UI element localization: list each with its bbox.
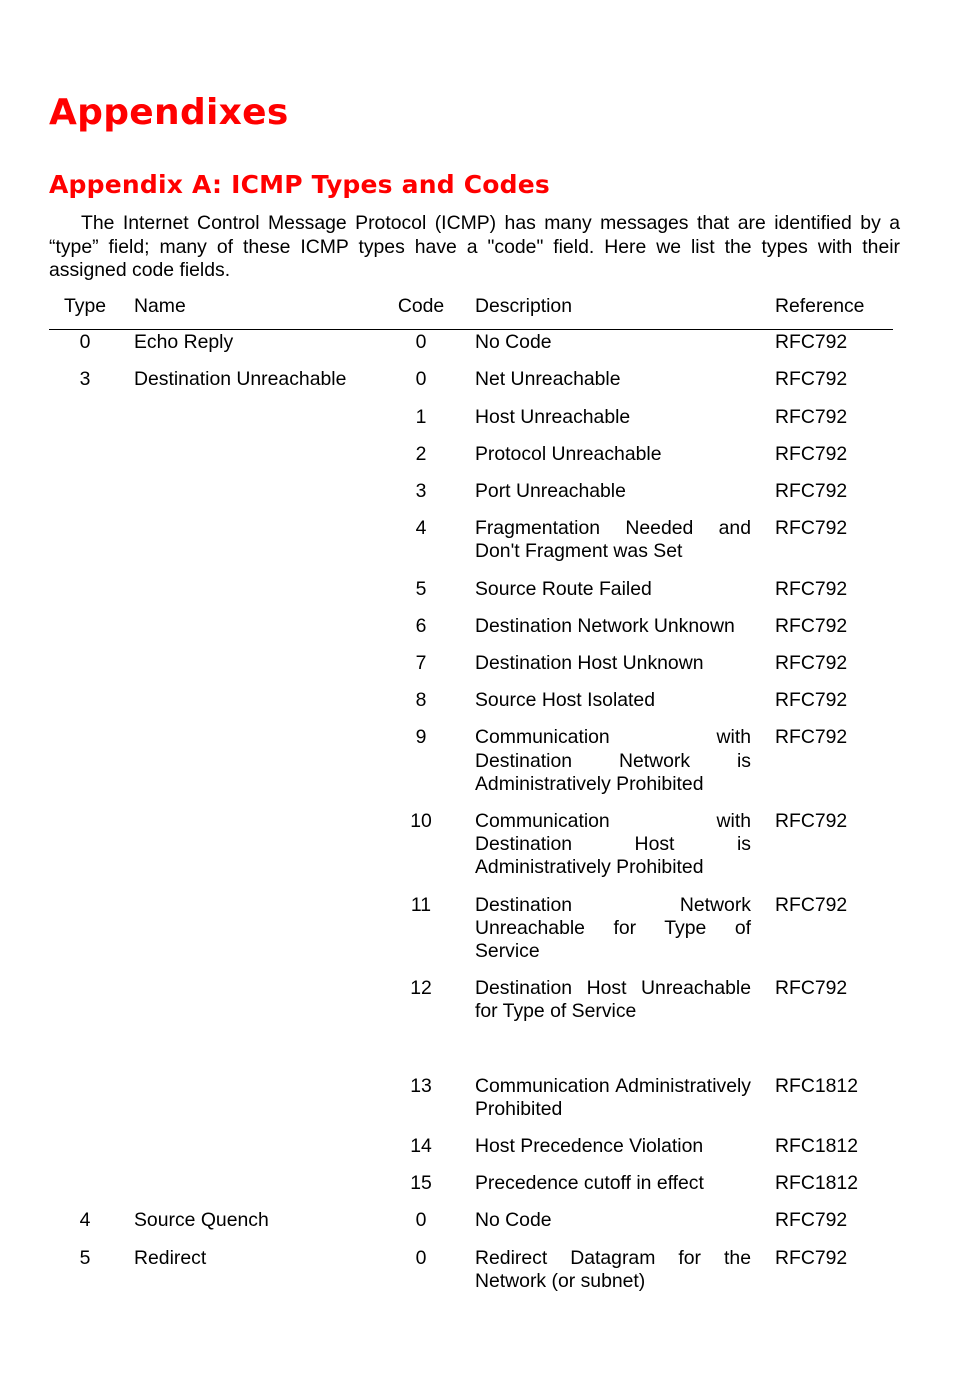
cell-description: Net Unreachable [475,368,621,391]
cell-code: 8 [415,689,427,712]
cell-name [121,406,367,443]
cell-reference: RFC792 [775,893,848,916]
cell-code: 14 [410,1135,432,1158]
cell-description: Communication Administratively Prohibited [475,1074,751,1120]
cell-code: 1 [415,405,427,428]
table-body [49,330,893,1307]
cell-code: 0 [415,1246,427,1269]
cell-description: Destination Host Unknown [475,652,704,675]
cell-description: Destination Host Unreachable for Type of Service [475,977,751,1023]
cell-description: Source Host Isolated [475,689,655,712]
cell-description: No Code [475,1209,552,1232]
cell-reference: RFC792 [775,577,848,600]
cell-description: Destination Network Unreachable for Type of Service [475,893,751,963]
cell-reference: RFC792 [775,442,848,465]
cell-reference: RFC1812 [775,1172,858,1195]
cell-code: 3 [415,480,427,503]
table-row [49,1075,893,1135]
cell-type [49,615,121,652]
header-reference: Reference [775,292,893,330]
cell-type [49,406,121,443]
cell-code: 11 [410,893,432,916]
cell-type [49,894,121,978]
cell-reference: RFC792 [775,977,848,1000]
cell-type [49,578,121,615]
table-row [49,894,893,978]
cell-name [121,810,367,894]
cell-type [49,1075,121,1135]
cell-reference: RFC792 [775,810,848,833]
cell-reference: RFC792 [775,517,848,540]
cell-code: 4 [415,517,427,540]
table-row [49,517,893,577]
cell-type [49,517,121,577]
cell-type [49,480,121,517]
cell-code: 13 [410,1074,432,1097]
table-row [49,689,893,726]
cell-name [121,1075,367,1135]
table-row [49,1209,893,1246]
cell-reference: RFC792 [775,405,848,428]
table-row [49,1247,893,1307]
section-title: Appendix A: ICMP Types and Codes [49,170,550,199]
cell-name: Redirect [134,1246,207,1269]
cell-reference: RFC792 [775,1246,848,1269]
cell-type [49,810,121,894]
page-heading: Appendixes [49,92,289,133]
cell-type [49,689,121,726]
cell-code: 7 [415,652,427,675]
cell-description: Protocol Unreachable [475,442,662,465]
cell-type [49,1135,121,1172]
table-row [49,443,893,480]
cell-description: Fragmentation Needed and Don't Fragment was Set [475,517,751,563]
table-row [49,406,893,443]
cell-reference: RFC792 [775,480,848,503]
table-row [49,368,893,405]
table-row [49,1172,893,1209]
icmp-types-table [49,292,893,1307]
table-row [49,480,893,517]
cell-name [121,689,367,726]
header-name: Name [121,292,367,330]
cell-name: Source Quench [134,1209,269,1232]
cell-type: 0 [79,331,91,354]
cell-code: 9 [415,726,427,749]
table-row [49,652,893,689]
cell-code: 15 [410,1172,432,1195]
cell-name [121,1135,367,1172]
header-type: Type [49,292,121,330]
cell-reference: RFC792 [775,689,848,712]
cell-description: Destination Network Unknown [475,614,735,637]
cell-description: Communication with Destination Host is Administratively Prohibited [475,810,751,879]
cell-code: 10 [410,810,432,833]
cell-type: 3 [79,368,91,391]
cell-reference: RFC792 [775,368,848,391]
table-row [49,810,893,894]
cell-code: 6 [415,614,427,637]
table-row [49,1135,893,1172]
cell-reference: RFC792 [775,331,848,354]
cell-description: Redirect Datagram for the Network (or subnet) [475,1246,751,1292]
cell-name [121,578,367,615]
table-row [49,977,893,1074]
table-row [49,726,893,810]
cell-code: 0 [415,1209,427,1232]
cell-name [121,977,367,1074]
cell-name [121,726,367,810]
cell-name [121,652,367,689]
cell-reference: RFC792 [775,726,848,749]
cell-description: Host Precedence Violation [475,1135,704,1158]
intro-paragraph: The Internet Control Message Protocol (ICMP) has many messages that are identified by a “type” field; many of these ICMP types have a "code" field. Here we list the types with their assigned code fields. [49,212,900,281]
cell-description: Source Route Failed [475,577,652,600]
table-row [49,578,893,615]
cell-type [49,1172,121,1209]
cell-reference: RFC1812 [775,1074,858,1097]
cell-reference: RFC1812 [775,1135,858,1158]
cell-name [121,443,367,480]
cell-reference: RFC792 [775,652,848,675]
cell-code: 5 [415,577,427,600]
cell-description: Port Unreachable [475,480,626,503]
cell-description: Precedence cutoff in effect [475,1172,704,1195]
cell-code: 0 [415,368,427,391]
header-description: Description [475,292,775,330]
header-code: Code [367,292,475,330]
cell-type [49,977,121,1074]
cell-code: 12 [410,977,432,1000]
table-row [49,330,893,369]
cell-type: 4 [79,1209,91,1232]
cell-reference: RFC792 [775,614,848,637]
cell-type [49,652,121,689]
cell-name [121,517,367,577]
cell-name [121,894,367,978]
cell-type [49,726,121,810]
cell-name: Echo Reply [134,331,234,354]
cell-type: 5 [79,1246,91,1269]
cell-description: Communication with Destination Network is Administratively Prohibited [475,726,751,795]
cell-reference: RFC792 [775,1209,848,1232]
cell-description: No Code [475,331,552,354]
cell-name: Destination Unreachable [134,368,347,391]
table-header-row [49,292,893,330]
table-row [49,615,893,652]
cell-code: 2 [415,442,427,465]
cell-name [121,480,367,517]
cell-name [121,615,367,652]
cell-name [121,1172,367,1209]
cell-code: 0 [415,331,427,354]
cell-description: Host Unreachable [475,405,631,428]
cell-type [49,443,121,480]
